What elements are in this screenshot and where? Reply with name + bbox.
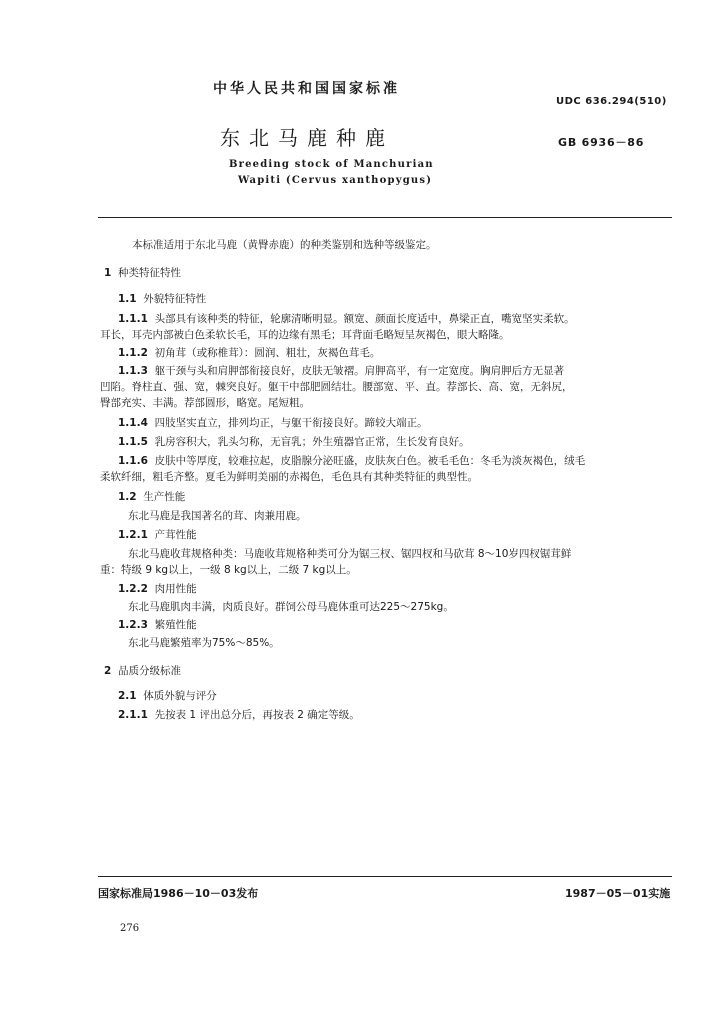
section-1-2-3-heading: 1.2.3 繁殖性能 bbox=[118, 619, 197, 631]
clause-1-2-2-text: 东北马鹿肌肉丰满，肉质良好。群饲公母马鹿体重可达225～275kg。 bbox=[128, 601, 454, 613]
section-1-2-2-heading: 1.2.2 肉用性能 bbox=[118, 583, 197, 595]
udc-code: UDC 636.294(510) bbox=[556, 96, 667, 107]
clause-1-2-3-text: 东北马鹿繁殖率为75%～85%。 bbox=[128, 637, 280, 649]
section-1-2-heading: 1.2 生产性能 bbox=[118, 491, 186, 503]
effective-date: 1987－05－01实施 bbox=[565, 887, 671, 900]
issue-date: 国家标准局1986－10－03发布 bbox=[98, 887, 259, 900]
clause-1-1-5: 1.1.5 乳房容积大，乳头匀称，无盲乳；外生殖器官正常，生长发育良好。 bbox=[118, 436, 470, 448]
section-1-2-text: 东北马鹿是我国著名的茸、肉兼用鹿。 bbox=[128, 510, 307, 522]
document-title: 东北马鹿种鹿 bbox=[220, 126, 394, 150]
english-title-line-1: Breeding stock of Manchurian bbox=[229, 159, 434, 170]
section-1-1-heading: 1.1 外貌特征特性 bbox=[118, 293, 207, 305]
section-2-heading: 2 品质分级标准 bbox=[104, 665, 181, 677]
clause-2-1-1: 2.1.1 先按表 1 评出总分后，再按表 2 确定等级。 bbox=[118, 709, 360, 721]
clause-1-1-4: 1.1.4 四肢坚实直立，排列均正，与躯干衔接良好。蹄较大端正。 bbox=[118, 417, 428, 429]
section-1-2-1-heading: 1.2.1 产茸性能 bbox=[118, 529, 197, 541]
clause-1-1-1-line-1: 1.1.1 头部具有该种类的特征，轮廓清晰明显。额宽、颜面长度适中，鼻梁正直，嘴宽坚实柔软。 bbox=[118, 313, 575, 325]
section-1-heading: 1 种类特征特性 bbox=[104, 267, 181, 279]
clause-1-1-3-line-1: 1.1.3 躯干颈与头和肩胛部衔接良好，皮肤无皱褶。肩胛高平，有一定宽度。胸肩胛后方无显著 bbox=[118, 365, 565, 377]
scope-statement: 本标准适用于东北马鹿（黄臀赤鹿）的种类鉴别和选种等级鉴定。 bbox=[132, 239, 437, 251]
clause-1-2-1-line-2: 重：特级 9 kg以上，一级 8 kg以上，二级 7 kg以上。 bbox=[100, 564, 357, 576]
section-2-1-heading: 2.1 体质外貌与评分 bbox=[118, 690, 217, 702]
issuing-country-standard: 中华人民共和国国家标准 bbox=[213, 81, 400, 97]
clause-1-1-6-line-1: 1.1.6 皮肤中等厚度，较难拉起，皮脂腺分泌旺盛，皮肤灰白色。被毛毛色：冬毛为淡灰褐色，绒毛 bbox=[118, 455, 586, 467]
clause-1-1-3-line-2: 凹陷。脊柱直、强、宽，棘突良好。躯干中部肥圆结壮。腰部宽、平、直。荐部长、高、宽，无斜尻， bbox=[100, 381, 573, 393]
clause-1-1-6-line-2: 柔软纤细，粗毛齐整。夏毛为鲜明美丽的赤褐色，毛色具有其种类特征的典型性。 bbox=[100, 471, 478, 483]
header-divider bbox=[98, 217, 672, 218]
page-number: 276 bbox=[120, 923, 140, 934]
clause-1-1-2: 1.1.2 初角茸（或称椎茸）：圆润、粗壮，灰褐色茸毛。 bbox=[118, 347, 381, 359]
footer-divider bbox=[98, 876, 672, 877]
clause-1-1-1-line-2: 耳长，耳壳内部被白色柔软长毛，耳的边缘有黑毛；耳背面毛略短呈灰褐色，眼大略隆。 bbox=[100, 329, 510, 341]
clause-1-1-3-line-3: 臀部充实、丰满。荐部圆形，略宽。尾短粗。 bbox=[100, 397, 310, 409]
gb-number: GB 6936－86 bbox=[558, 136, 645, 149]
clause-1-2-1-line-1: 东北马鹿收茸规格种类：马鹿收茸规格种类可分为锯三杈、锯四杈和马砍茸 8～10岁四杈锯茸鲜 bbox=[128, 548, 572, 560]
english-title-line-2: Wapiti (Cervus xanthopygus) bbox=[238, 175, 433, 186]
